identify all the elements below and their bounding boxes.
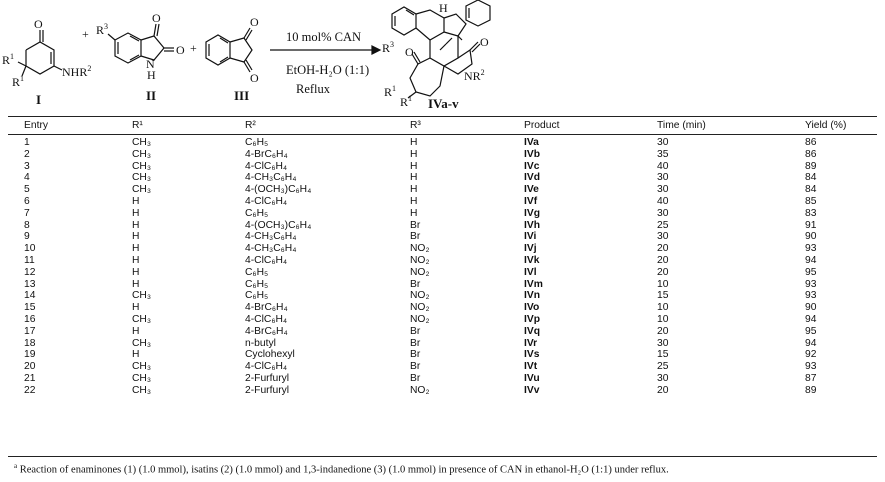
svg-text:R3: $R^3$ xyxy=(382,40,395,55)
cell-yield: 93 xyxy=(805,243,817,255)
cell-entry: 15 xyxy=(24,302,36,314)
cell-yield: 86 xyxy=(805,137,817,148)
sup-1-I: 1 xyxy=(10,52,15,61)
cell-r2: 4-BrC₆H₄ xyxy=(245,302,288,314)
cell-r1: H xyxy=(132,243,140,255)
compound-II-structure xyxy=(108,24,174,63)
cell-time: 30 xyxy=(657,231,669,243)
cell-time: 20 xyxy=(657,254,669,266)
plus-1: + xyxy=(82,27,89,41)
cell-r1: CH₃ xyxy=(132,361,152,373)
table-row xyxy=(8,314,877,326)
cell-r2: 4-CH₃C₆H₄ xyxy=(245,243,297,255)
cell-r2: C₆H₅ xyxy=(245,137,269,148)
table-row xyxy=(8,302,877,314)
atom-nr2-prod: NR xyxy=(464,69,481,83)
cell-r1: CH₃ xyxy=(132,148,152,160)
cell-entry: 1 xyxy=(24,137,30,148)
cell-yield: 93 xyxy=(805,361,817,373)
cell-r2: 4-(OCH₃)C₆H₄ xyxy=(245,219,312,231)
atom-r3-prod: R xyxy=(382,41,391,55)
atom-o-III-b: O xyxy=(250,71,259,85)
cell-r1: CH₃ xyxy=(132,137,152,148)
table-row xyxy=(8,267,877,279)
table-row xyxy=(8,373,877,385)
cell-product: IVq xyxy=(524,325,541,337)
atom-r3-II: R xyxy=(96,23,105,37)
cell-r2: 2-Furfuryl xyxy=(245,384,290,396)
cell-product: IVb xyxy=(524,148,541,160)
table-bottom-rule xyxy=(8,456,877,457)
svg-text:R1: $R^1$ xyxy=(12,74,25,89)
svg-text:R1: $R^1$ xyxy=(384,84,397,99)
table-body xyxy=(8,134,877,397)
cell-r1: CH₃ xyxy=(132,337,152,349)
cell-product: IVj xyxy=(524,243,537,255)
cell-r3: Br xyxy=(410,278,421,290)
cell-r2: 4-ClC₆H₄ xyxy=(245,361,288,373)
cell-time: 35 xyxy=(657,148,669,160)
atom-o-II-b: O xyxy=(176,43,185,57)
atom-n-II: N xyxy=(146,57,155,71)
cell-yield: 83 xyxy=(805,207,817,219)
cell-r1: CH₃ xyxy=(132,290,152,302)
cell-product: IVe xyxy=(524,184,539,196)
table-row xyxy=(8,184,877,196)
atom-nhr2-I: NHR xyxy=(62,65,88,79)
table-row xyxy=(8,243,877,255)
atom-o-III-a: O xyxy=(250,15,259,29)
cell-time: 15 xyxy=(657,349,669,361)
cell-r1: CH₃ xyxy=(132,372,152,384)
cell-yield: 95 xyxy=(805,325,817,337)
cell-product: IVf xyxy=(524,195,538,207)
cell-time: 40 xyxy=(657,160,669,172)
atom-r1b-prod: R xyxy=(400,95,409,109)
cell-r1: H xyxy=(132,266,140,278)
cell-yield: 90 xyxy=(805,302,817,314)
svg-text:R1 xyxy=(2,52,14,67)
header-r3: R³ xyxy=(410,120,421,131)
cell-r2: 4-CH₃C₆H₄ xyxy=(245,172,297,184)
cell-r1: H xyxy=(132,325,140,337)
cell-r3: Br xyxy=(410,219,421,231)
header-entry: Entry xyxy=(24,120,49,131)
cell-entry: 7 xyxy=(24,207,30,219)
table-row xyxy=(8,208,877,220)
label-I: I xyxy=(36,92,42,107)
cell-time: 30 xyxy=(657,207,669,219)
atom-r1-I: R xyxy=(2,53,11,67)
cell-product: IVi xyxy=(524,231,537,243)
cell-r2: C₆H₅ xyxy=(245,266,269,278)
atom-r1b-I: R xyxy=(12,75,21,89)
cell-r3: NO₂ xyxy=(410,384,430,396)
cell-product: IVh xyxy=(524,219,541,231)
cell-product: IVm xyxy=(524,278,543,290)
atom-o-prod-b: O xyxy=(480,35,489,49)
cell-product: IVu xyxy=(524,372,540,384)
cell-r2: 4-ClC₆H₄ xyxy=(245,195,288,207)
cell-yield: 86 xyxy=(805,148,817,160)
header-r2: R² xyxy=(245,120,256,131)
cell-entry: 2 xyxy=(24,148,30,160)
cell-yield: 91 xyxy=(805,219,817,231)
compound-I-structure xyxy=(18,30,62,76)
cell-yield: 94 xyxy=(805,313,817,325)
cell-r1: CH₃ xyxy=(132,384,152,396)
cell-entry: 10 xyxy=(24,243,36,255)
atom-o-I: O xyxy=(34,17,43,31)
cell-r3: H xyxy=(410,148,418,160)
cell-time: 15 xyxy=(657,290,669,302)
atom-r1-prod: R xyxy=(384,85,393,99)
cell-r3: H xyxy=(410,137,418,148)
cell-r3: H xyxy=(410,207,418,219)
cell-r3: Br xyxy=(410,325,421,337)
cell-r2: 4-ClC₆H₄ xyxy=(245,160,288,172)
cell-r2: 4-ClC₆H₄ xyxy=(245,313,288,325)
header-product: Product xyxy=(524,120,560,131)
atom-h-II: H xyxy=(147,68,156,82)
cell-entry: 12 xyxy=(24,266,36,278)
svg-text:NR2: $NR^2$ xyxy=(464,68,485,83)
cell-r2: 4-BrC₆H₄ xyxy=(245,148,288,160)
cell-entry: 13 xyxy=(24,278,36,290)
cell-r3: Br xyxy=(410,231,421,243)
cell-yield: 90 xyxy=(805,231,817,243)
table-row xyxy=(8,279,877,291)
cell-entry: 22 xyxy=(24,384,36,396)
cell-time: 25 xyxy=(657,219,669,231)
table-row xyxy=(8,220,877,232)
cell-time: 20 xyxy=(657,266,669,278)
cell-r3: H xyxy=(410,160,418,172)
header-time: Time (min) xyxy=(657,120,706,131)
cell-r1: H xyxy=(132,302,140,314)
cell-yield: 85 xyxy=(805,195,817,207)
cell-r3: NO₂ xyxy=(410,266,430,278)
cell-product: IVn xyxy=(524,290,541,302)
cell-r3: NO₂ xyxy=(410,290,430,302)
footnote-marker: a xyxy=(14,462,18,470)
cell-yield: 93 xyxy=(805,278,817,290)
reaction-scheme xyxy=(0,0,885,112)
cell-entry: 19 xyxy=(24,349,36,361)
cell-r2: C₆H₅ xyxy=(245,278,269,290)
cell-time: 20 xyxy=(657,325,669,337)
cell-time: 30 xyxy=(657,137,669,148)
atom-o-prod-a: O xyxy=(405,45,414,59)
reagent-top: 10 mol% CAN xyxy=(286,30,361,44)
cell-r3: H xyxy=(410,195,418,207)
label-III: III xyxy=(234,88,250,103)
table-row xyxy=(8,196,877,208)
cell-r2: 4-CH₃C₆H₄ xyxy=(245,231,297,243)
cell-product: IVo xyxy=(524,302,540,314)
table-row xyxy=(8,385,877,397)
cell-r2: 4-ClC₆H₄ xyxy=(245,254,288,266)
cell-product: IVr xyxy=(524,337,538,349)
cell-r2: n-butyl xyxy=(245,337,276,349)
cell-yield: 94 xyxy=(805,254,817,266)
cell-r3: H xyxy=(410,184,418,196)
cell-r2: C₆H₅ xyxy=(245,290,269,302)
cell-entry: 14 xyxy=(24,290,36,302)
cell-r3: NO₂ xyxy=(410,254,430,266)
table-row xyxy=(8,349,877,361)
cell-product: IVg xyxy=(524,207,541,219)
svg-text:NHR2: NHR$^2$ xyxy=(62,64,92,79)
cell-time: 20 xyxy=(657,243,669,255)
label-product: IVa-v xyxy=(428,96,459,111)
cell-r1: CH₃ xyxy=(132,313,152,325)
cell-time: 30 xyxy=(657,172,669,184)
header-r1: R¹ xyxy=(132,120,143,131)
cell-entry: 18 xyxy=(24,337,36,349)
footnote-text: Reaction of enaminones (1) (1.0 mmol), isatins (2) (1.0 mmol) and 1,3-indanedione (3) (1.0 mmol) in presence of CAN in ethanol-H₂O (1:1) under reflux. xyxy=(19,464,669,476)
table-row xyxy=(8,326,877,338)
cell-r1: H xyxy=(132,195,140,207)
reagent-bottom: Reflux xyxy=(296,82,331,96)
cell-r3: Br xyxy=(410,372,421,384)
cell-product: IVd xyxy=(524,172,541,184)
table-row xyxy=(8,134,877,149)
table-row xyxy=(8,172,877,184)
table-row xyxy=(8,338,877,350)
cell-entry: 5 xyxy=(24,184,30,196)
cell-entry: 21 xyxy=(24,372,36,384)
cell-yield: 89 xyxy=(805,160,817,172)
cell-yield: 87 xyxy=(805,372,817,384)
cell-r1: H xyxy=(132,254,140,266)
cell-r2: 2-Furfuryl xyxy=(245,372,290,384)
cell-product: IVl xyxy=(524,266,537,278)
cell-r2: 4-BrC₆H₄ xyxy=(245,325,288,337)
cell-r1: H xyxy=(132,219,140,231)
cell-yield: 94 xyxy=(805,337,817,349)
cell-r1: H xyxy=(132,349,140,361)
compound-III-structure xyxy=(206,28,252,72)
cell-time: 10 xyxy=(657,278,669,290)
cell-time: 40 xyxy=(657,195,669,207)
cell-time: 30 xyxy=(657,184,669,196)
cell-product: IVc xyxy=(524,160,540,172)
cell-entry: 20 xyxy=(24,361,36,373)
cell-entry: 17 xyxy=(24,325,36,337)
cell-product: IVv xyxy=(524,384,540,396)
cell-r2: Cyclohexyl xyxy=(245,349,295,361)
cell-product: IVa xyxy=(524,137,539,148)
table-row xyxy=(8,161,877,173)
cell-r1: H xyxy=(132,207,140,219)
cell-product: IVs xyxy=(524,349,540,361)
table-row xyxy=(8,255,877,267)
label-II: II xyxy=(146,88,157,103)
cell-product: IVk xyxy=(524,254,540,266)
results-table xyxy=(8,117,877,397)
reagent-mid: EtOH-H₂O (1:1) xyxy=(286,63,370,77)
table-row xyxy=(8,149,877,161)
cell-r1: CH₃ xyxy=(132,184,152,196)
cell-r1: CH₃ xyxy=(132,160,152,172)
cell-time: 10 xyxy=(657,313,669,325)
atom-o-II-a: O xyxy=(152,11,161,25)
table-row xyxy=(8,290,877,302)
header-yield: Yield (%) xyxy=(805,120,847,131)
cell-time: 10 xyxy=(657,302,669,314)
cell-time: 25 xyxy=(657,361,669,373)
cell-entry: 4 xyxy=(24,172,30,184)
plus-2: + xyxy=(190,41,197,55)
cell-r3: Br xyxy=(410,349,421,361)
table-header-row xyxy=(8,117,877,134)
cell-entry: 16 xyxy=(24,313,36,325)
cell-yield: 95 xyxy=(805,266,817,278)
cell-r3: Br xyxy=(410,361,421,373)
cell-entry: 11 xyxy=(24,254,35,266)
cell-yield: 92 xyxy=(805,349,817,361)
cell-r3: NO₂ xyxy=(410,313,430,325)
cell-entry: 6 xyxy=(24,195,30,207)
cell-entry: 8 xyxy=(24,219,30,231)
cell-product: IVt xyxy=(524,361,538,373)
cell-time: 20 xyxy=(657,384,669,396)
cell-yield: 84 xyxy=(805,184,817,196)
cell-yield: 89 xyxy=(805,384,817,396)
cell-yield: 93 xyxy=(805,290,817,302)
cell-time: 30 xyxy=(657,337,669,349)
table-row xyxy=(8,231,877,243)
cell-yield: 84 xyxy=(805,172,817,184)
table-footnote xyxy=(14,462,669,476)
cell-r1: H xyxy=(132,278,140,290)
atom-h-prod: H xyxy=(439,1,448,15)
cell-r1: H xyxy=(132,231,140,243)
cell-entry: 9 xyxy=(24,231,30,243)
cell-r3: Br xyxy=(410,337,421,349)
cell-r1: CH₃ xyxy=(132,172,152,184)
cell-r3: NO₂ xyxy=(410,243,430,255)
svg-text:R1: $R^1$ xyxy=(400,94,413,109)
cell-r2: 4-(OCH₃)C₆H₄ xyxy=(245,184,312,196)
cell-time: 30 xyxy=(657,372,669,384)
cell-product: IVp xyxy=(524,313,541,325)
cell-r2: C₆H₅ xyxy=(245,207,269,219)
cell-r3: NO₂ xyxy=(410,302,430,314)
cell-r3: H xyxy=(410,172,418,184)
svg-text:R3: $R^3$ xyxy=(96,22,109,37)
table-row xyxy=(8,361,877,373)
cell-entry: 3 xyxy=(24,160,30,172)
